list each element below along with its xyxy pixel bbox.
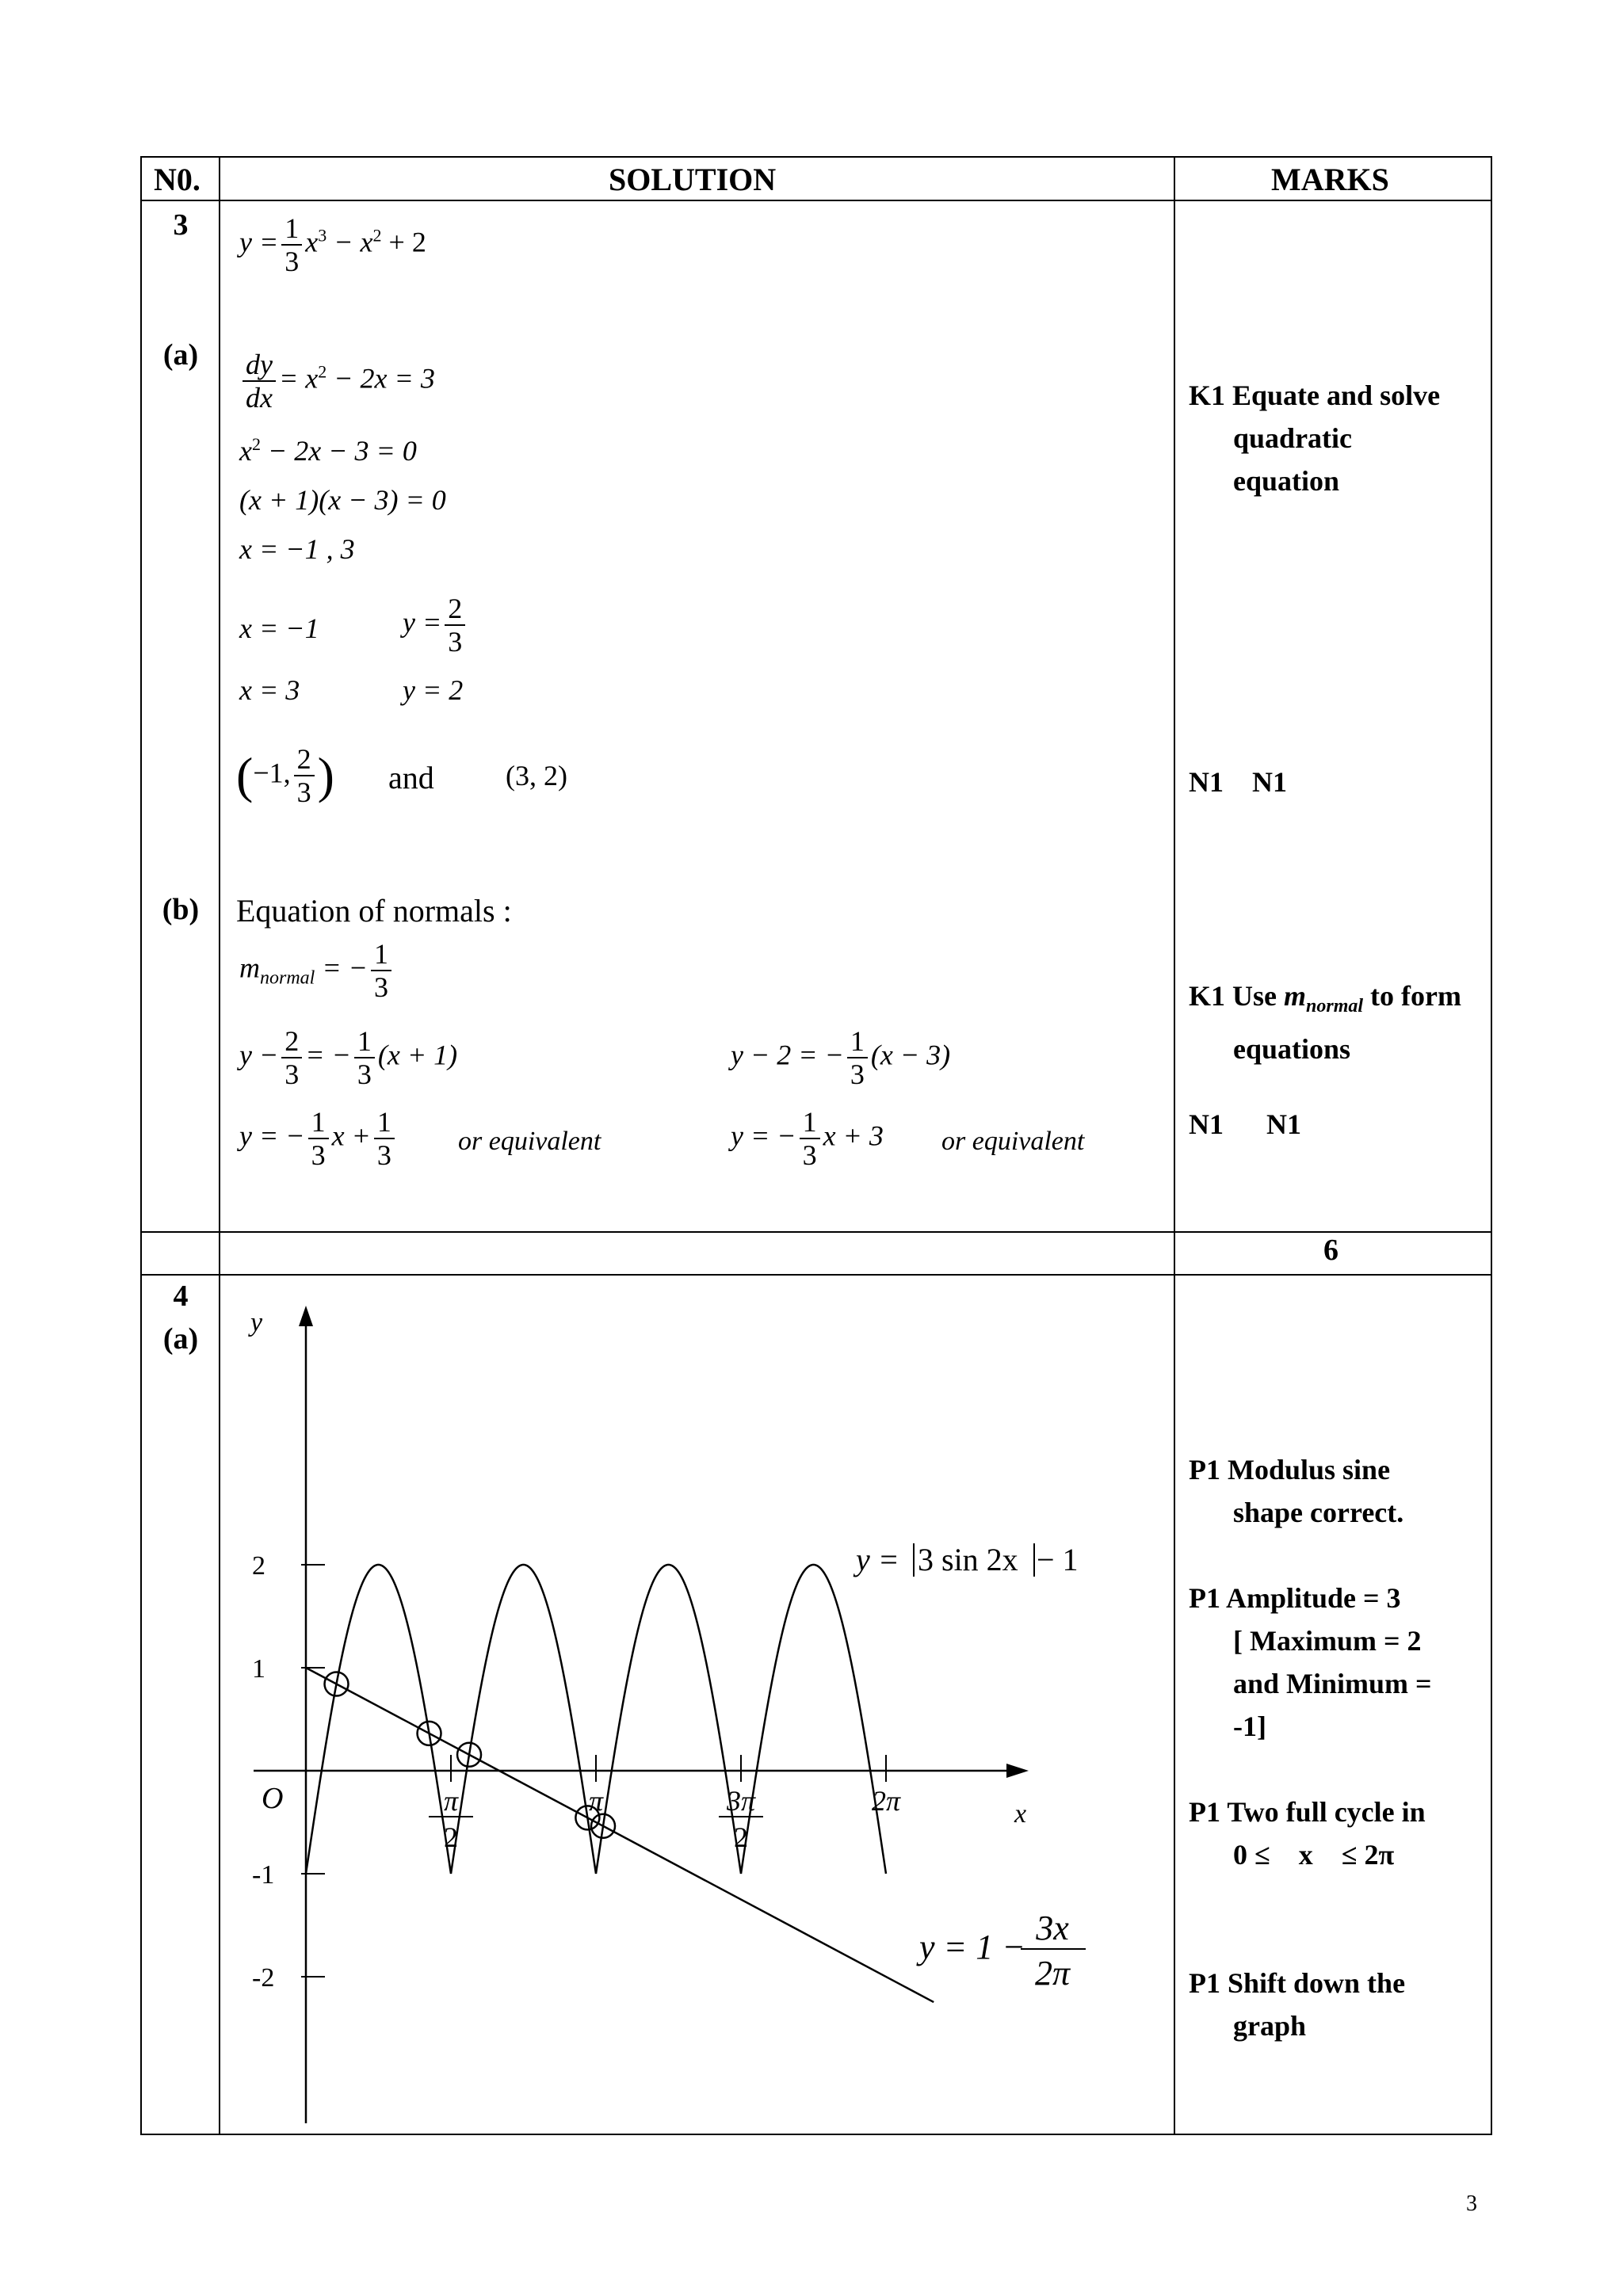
q3-given-equation: y = $\frac{1}{3}$ $x^3 - x^2 + 2$	[239, 212, 426, 277]
q3-part-b: (b)	[162, 893, 200, 926]
y-axis-label: y	[250, 1308, 263, 1337]
q3b-or-equivalent-1: or equivalent	[458, 1127, 601, 1156]
q3a-y2: y = 2	[403, 674, 464, 706]
no-column-divider	[219, 156, 220, 2135]
x-tick-label-num: 2π	[871, 1785, 901, 1817]
q3b-normal-eq-3: y = − $\frac{1}{3}$ x + $\frac{1}{3}$	[239, 1106, 398, 1171]
y-tick-label: 2	[252, 1551, 265, 1581]
q3a-factorised: (x + 1)(x − 3) = 0	[239, 484, 446, 516]
graph-curves	[306, 1565, 934, 2002]
y-tick-label: 1	[252, 1654, 265, 1684]
header-solution: SOLUTION	[609, 162, 777, 197]
header-no: N0.	[154, 162, 200, 197]
q3a-x1: x = −1	[239, 612, 319, 644]
q3a-point-2: (3, 2)	[506, 760, 567, 791]
x-axis-arrow	[1006, 1764, 1029, 1778]
header-bottom-border	[140, 200, 1492, 201]
q3-total-marks: 6	[1323, 1234, 1338, 1267]
q4-part-a: (a)	[162, 1322, 199, 1356]
q3a-roots: x = −1 , 3	[239, 533, 355, 565]
q4-graph	[222, 1276, 1276, 2135]
y-tick-label: -1	[252, 1860, 275, 1890]
q3a-quadratic: $x^2 - 2x - 3 = 0$	[239, 434, 417, 467]
x-axis-label: x	[1014, 1799, 1027, 1829]
header-marks: MARKS	[1271, 162, 1389, 197]
table-top-border	[140, 156, 1492, 158]
x-tick-label-num: π	[443, 1785, 459, 1817]
q3-mark-k1-b: K1 Use $m_{normal}$ to form equations	[1189, 980, 1461, 1065]
q3a-point-1: (−1, $\frac{2}{3}$ )	[236, 743, 334, 808]
table-left-border	[140, 156, 142, 2135]
series-label-line: y = 1 −	[919, 1928, 1025, 1966]
series-label-modulus-sine: y =	[856, 1542, 899, 1577]
page-number: 3	[1466, 2191, 1477, 2216]
q3b-normal-eq-2: y − 2 = − $\frac{1}{3}$ (x − 3)	[731, 1025, 951, 1090]
series-label-line-den: 2π	[1034, 1954, 1071, 1993]
q4-mark-p1-amplitude: P1 Amplitude = 3 [ Maximum = 2 and Minimum = -1]	[1189, 1582, 1432, 1742]
q3b-title: Equation of normals :	[236, 893, 512, 929]
q3b-normal-eq-1: y − $\frac{2}{3}$ = − $\frac{1}{3}$ (x + 1)	[239, 1025, 458, 1090]
q3-part-a: (a)	[162, 338, 199, 372]
q3-mark-n1n1-b: N1 N1	[1189, 1108, 1301, 1140]
q3a-y1: y = $\frac{2}{3}$	[403, 593, 468, 658]
series-label-modulus-sine-tail: − 1	[1037, 1542, 1079, 1577]
q3b-gradient: $m_{normal}$ = − $\frac{1}{3}$	[239, 938, 395, 1003]
table-right-border	[1491, 156, 1492, 2135]
q3b-or-equivalent-2: or equivalent	[941, 1127, 1085, 1156]
x-tick-label-num: 3π	[726, 1785, 756, 1817]
q3a-derivative: $\frac{dy}{dx}$ = $x^2 - 2x = 3$	[239, 349, 435, 414]
q3a-x2: x = 3	[239, 674, 300, 706]
origin-label: O	[262, 1782, 284, 1815]
x-tick-label-num: π	[588, 1785, 604, 1817]
q4-mark-p1-shift: P1 Shift down the graph	[1189, 1967, 1406, 2042]
series-label-modulus-sine-inner: 3 sin 2x	[918, 1542, 1018, 1577]
x-tick-label-den: 2	[733, 1821, 748, 1853]
q4-number: 4	[173, 1280, 189, 1313]
x-tick-label-den: 2	[443, 1821, 458, 1853]
y-tick-label: -2	[252, 1963, 275, 1993]
q3-mark-n1n1-a: N1 N1	[1189, 766, 1287, 798]
graph-labels	[248, 1308, 1086, 1993]
q3-number: 3	[173, 208, 189, 242]
graph-axes	[254, 1306, 1029, 2123]
q3b-normal-eq-4: y = − $\frac{1}{3}$ x + 3	[731, 1106, 884, 1171]
q3a-and: and	[388, 760, 434, 795]
graph-ticks	[252, 1551, 901, 1993]
q3-mark-k1: K1 Equate and solve quadratic equation	[1189, 379, 1441, 497]
q4-mark-p1-shape: P1 Modulus sine shape correct.	[1189, 1454, 1404, 1528]
q4-mark-p1-cycles: P1 Two full cycle in 0 ≤ x ≤ 2π	[1189, 1796, 1426, 1871]
series-label-line-num: 3x	[1036, 1909, 1069, 1947]
y-axis-arrow	[299, 1306, 313, 1326]
q3-bottom-border	[140, 1231, 1492, 1233]
